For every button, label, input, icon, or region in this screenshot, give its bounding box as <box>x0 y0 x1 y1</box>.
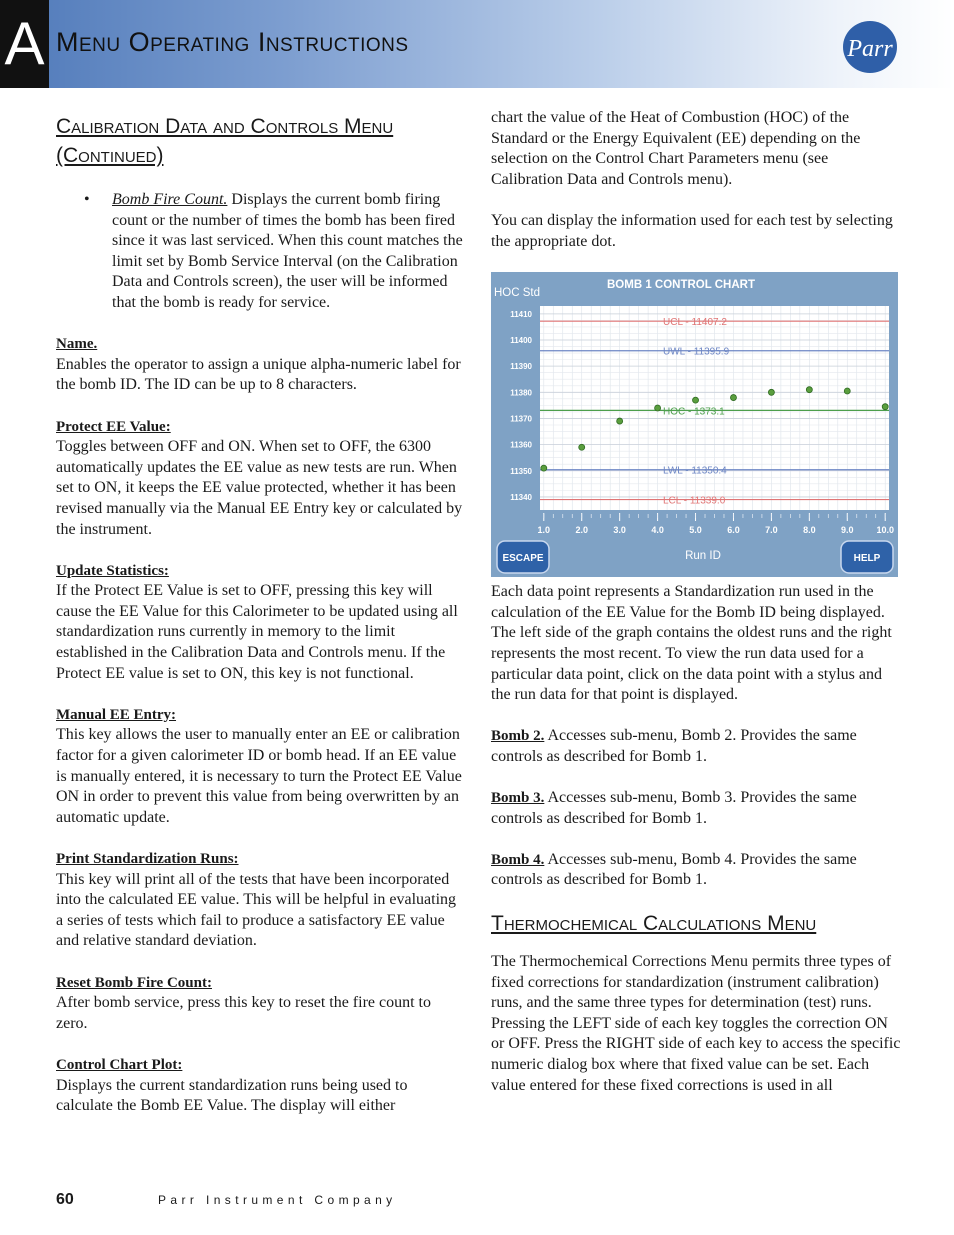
definition-item <box>56 973 466 1035</box>
term-label: Update Statistics: <box>56 562 169 579</box>
y-tick-label: 11370 <box>510 414 532 424</box>
limit-label: UWL - 11395.9 <box>663 346 730 358</box>
data-point <box>579 444 585 450</box>
appendix-letter: A <box>0 0 49 88</box>
page-title: Menu Operating Instructions <box>56 27 409 57</box>
control-chart-screenshot <box>491 272 898 577</box>
page-number: 60 <box>56 1191 74 1208</box>
paragraph: chart the value of the Heat of Combustion (HOC) of the Standard or the Energy Equivalent (EE) depending on the selection on the Control Chart Parameters menu (see Calibration Data and Controls menu). <box>491 109 861 188</box>
term-description: Toggles between OFF and ON. When set to OFF, the 6300 automatically updates the EE value as new tests are run. When set to ON, it keeps the EE value protected, whether it has been revised manually via the Manual EE Entry key or calculated by the instrument. <box>56 438 463 538</box>
x-tick-label: 3.0 <box>613 525 626 535</box>
x-tick-label: 7.0 <box>765 525 778 535</box>
term-description: Accesses sub-menu, Bomb 3. Provides the same controls as described for Bomb 1. <box>491 789 857 827</box>
y-tick-label: 11360 <box>510 440 532 450</box>
term-label: Protect EE Value: <box>56 418 171 435</box>
section-heading-thermochemical: Thermochemical Calculations Menu <box>491 912 817 936</box>
term-description: This key allows the user to manually enter an EE or calibration factor for a given calorimeter ID or bomb head. If an EE value is manually entered, it is necessary to turn the Protect EE Value ON in order to prevent this value from being overwritten by an automatic update. <box>56 726 462 826</box>
term-description: Accesses sub-menu, Bomb 4. Provides the same controls as described for Bomb 1. <box>491 850 857 889</box>
term-label: Reset Bomb Fire Count: <box>56 974 212 991</box>
y-tick-label: 11410 <box>510 309 532 319</box>
definition-item <box>56 417 466 541</box>
term-label: Bomb 4. <box>491 851 545 868</box>
y-axis-label: HOC Std <box>494 287 541 299</box>
term-label: Bomb 2. <box>491 728 545 745</box>
control-chart <box>491 272 898 577</box>
data-point <box>806 387 812 393</box>
limit-label: UCL - 11407.2 <box>663 317 727 329</box>
definition-item <box>56 849 466 952</box>
escape-button-label[interactable]: ESCAPE <box>502 553 544 564</box>
y-tick-label: 11390 <box>510 362 532 372</box>
definition-item <box>56 561 466 685</box>
paragraph: Each data point represents a Standardization run used in the calculation of the EE Value for the Bomb ID being displayed. The left side of the graph contains the oldest runs and the right represents the most recent. To view the run data used for a particular data point, click on the data point with a stylus and the run data for that point is displayed. <box>491 583 892 704</box>
term-description: After bomb service, press this key to reset the fire count to zero. <box>56 994 431 1032</box>
x-tick-label: 6.0 <box>727 525 740 535</box>
data-point <box>541 465 547 471</box>
data-point <box>693 397 699 403</box>
company-name: Parr Instrument Company <box>158 1193 397 1207</box>
y-tick-label: 11380 <box>510 388 532 398</box>
limit-label: HOC - 1373.1 <box>663 406 725 418</box>
term-label: Control Chart Plot: <box>56 1056 183 1073</box>
x-tick-label: 1.0 <box>537 525 551 535</box>
left-column <box>56 112 466 1117</box>
x-axis-label: Run ID <box>685 550 721 562</box>
term-label: Manual EE Entry: <box>56 706 177 723</box>
data-point <box>768 389 774 395</box>
data-point <box>730 395 736 401</box>
term-label: Print Standardization Runs: <box>56 851 239 867</box>
term-description: Enables the operator to assign a unique alpha-numeric label for the bomb ID. The ID can be up to 8 characters. <box>56 355 461 394</box>
data-point <box>882 404 888 410</box>
term-description: This key will print all of the tests that have been incorporated into the calculated EE value. This will be helpful in evaluating a series of tests which fail to produce a satisfactory EE value and relative standard deviation. <box>56 870 457 950</box>
parr-logo <box>841 19 899 75</box>
data-point <box>617 418 623 424</box>
bullet-text: Displays the current bomb firing count or the number of times the bomb has been fired since it was last serviced. When this count matches the limit set by Bomb Service Interval (on the Calibration Data and Controls screen), the user will be informed that the bomb is ready for service. <box>112 191 463 311</box>
limit-label: LWL - 11350.4 <box>663 465 727 477</box>
term-label: Bomb 3. <box>491 790 545 807</box>
term-description: Displays the current standardization runs being used to calculate the Bomb EE Value. The display will either <box>56 1076 408 1115</box>
bullet-dot: • <box>84 191 90 208</box>
page-header <box>0 0 954 88</box>
svg-text:Parr: Parr <box>847 36 893 62</box>
help-button-label[interactable]: HELP <box>853 553 881 564</box>
definition-item <box>491 726 901 767</box>
x-tick-label: 2.0 <box>575 525 588 535</box>
bullet-item <box>56 190 466 314</box>
y-tick-label: 11400 <box>510 336 532 345</box>
x-tick-label: 10.0 <box>876 525 894 535</box>
x-tick-label: 4.0 <box>651 525 664 535</box>
right-column <box>491 108 901 1096</box>
paragraph: You can display the information used for each test by selecting the appropriate dot. <box>491 211 893 250</box>
term-description: If the Protect EE Value is set to OFF, pressing this key will cause the EE Value for this Calorimeter to be updated using all standardization runs currently in memory to the limit established in the Calibration Data and Controls menu. If the Protect EE value is set to ON, this key is not functional. <box>56 582 458 682</box>
x-tick-label: 5.0 <box>689 525 702 535</box>
y-tick-label: 11340 <box>510 492 532 502</box>
paragraph: The Thermochemical Corrections Menu permits three types of fixed corrections for standardization (instrument calibration) runs, and the same three types for determination (test) runs. Pressing the LEFT side of each key toggles the correction ON or OFF. Press the RIGHT side of each key to access the specific numeric dialog box where that fixed value can be set. Each value entered for these fixed corrections is used in all <box>491 953 901 1094</box>
y-tick-label: 11350 <box>510 466 532 476</box>
term-label: Name. <box>56 336 98 353</box>
data-point <box>844 388 850 394</box>
x-tick-label: 9.0 <box>841 525 854 535</box>
definition-item <box>491 788 901 829</box>
bullet-term: Bomb Fire Count. <box>112 191 228 208</box>
x-tick-label: 8.0 <box>803 525 816 535</box>
limit-label: LCL - 11339.0 <box>663 495 726 507</box>
section-heading-calibration: Calibration Data and Controls Menu (Continued) <box>56 115 394 167</box>
definition-item <box>56 1055 466 1117</box>
definition-item <box>491 850 901 891</box>
chart-title: BOMB 1 CONTROL CHART <box>606 279 756 291</box>
definition-item <box>56 334 466 396</box>
definition-item <box>56 705 466 829</box>
data-point <box>655 405 661 411</box>
term-description: Accesses sub-menu, Bomb 2. Provides the same controls as described for Bomb 1. <box>491 727 857 765</box>
